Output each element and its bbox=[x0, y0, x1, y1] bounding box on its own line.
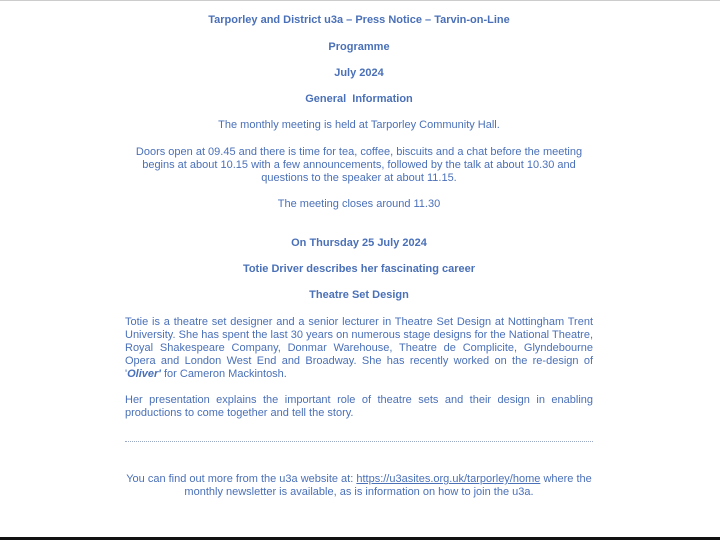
show-title: Oliver' bbox=[127, 368, 161, 380]
speaker-bio bbox=[125, 316, 593, 381]
timings-text: Doors open at 09.45 and there is time for tea, coffee, biscuits and a chat before the meeting begins at about 10.15 with a few announcements, followed by the talk at about 10.30 and questions to the speaker at about 11.15. bbox=[135, 146, 583, 184]
u3a-website-link[interactable]: https://u3asites.org.uk/tarporley/home bbox=[356, 473, 541, 485]
event-subject: Theatre Set Design bbox=[309, 289, 409, 301]
bio-text-end: for Cameron Mackintosh. bbox=[160, 368, 287, 380]
event-date: On Thursday 25 July 2024 bbox=[291, 237, 427, 249]
footer-after: where the monthly newsletter is available, as is information on how to join the u3a. bbox=[184, 473, 592, 498]
footer-text bbox=[122, 473, 596, 499]
document-title: Tarporley and District u3a – Press Notice – Tarvin-on-Line bbox=[208, 14, 510, 26]
month-heading: July 2024 bbox=[334, 67, 384, 79]
venue-text: The monthly meeting is held at Tarporley Community Hall. bbox=[218, 119, 500, 131]
dotted-divider bbox=[125, 441, 593, 442]
closing-time-text: The meeting closes around 11.30 bbox=[277, 198, 441, 210]
event-headline: Totie Driver describes her fascinating career bbox=[242, 263, 476, 275]
programme-heading: Programme bbox=[328, 41, 390, 53]
presentation-text: Her presentation explains the important role of theatre sets and their design in enabling productions to come together and tell the story. bbox=[125, 394, 593, 419]
footer-before: You can find out more from the u3a website at: bbox=[126, 473, 357, 485]
top-border bbox=[0, 0, 720, 1]
bio-text: Totie is a theatre set designer and a senior lecturer in Theatre Set Design at Nottingham Trent University. She has spent the last 30 years on numerous stage designs for the National Theatre, Royal Shakespeare Company, Donmar Warehouse, Theatre de Complicite, Glyndebourne Opera and London West End and Broadway. She has recently worked on the re-design of ' bbox=[125, 316, 593, 380]
general-info-heading: General Information bbox=[305, 93, 413, 105]
